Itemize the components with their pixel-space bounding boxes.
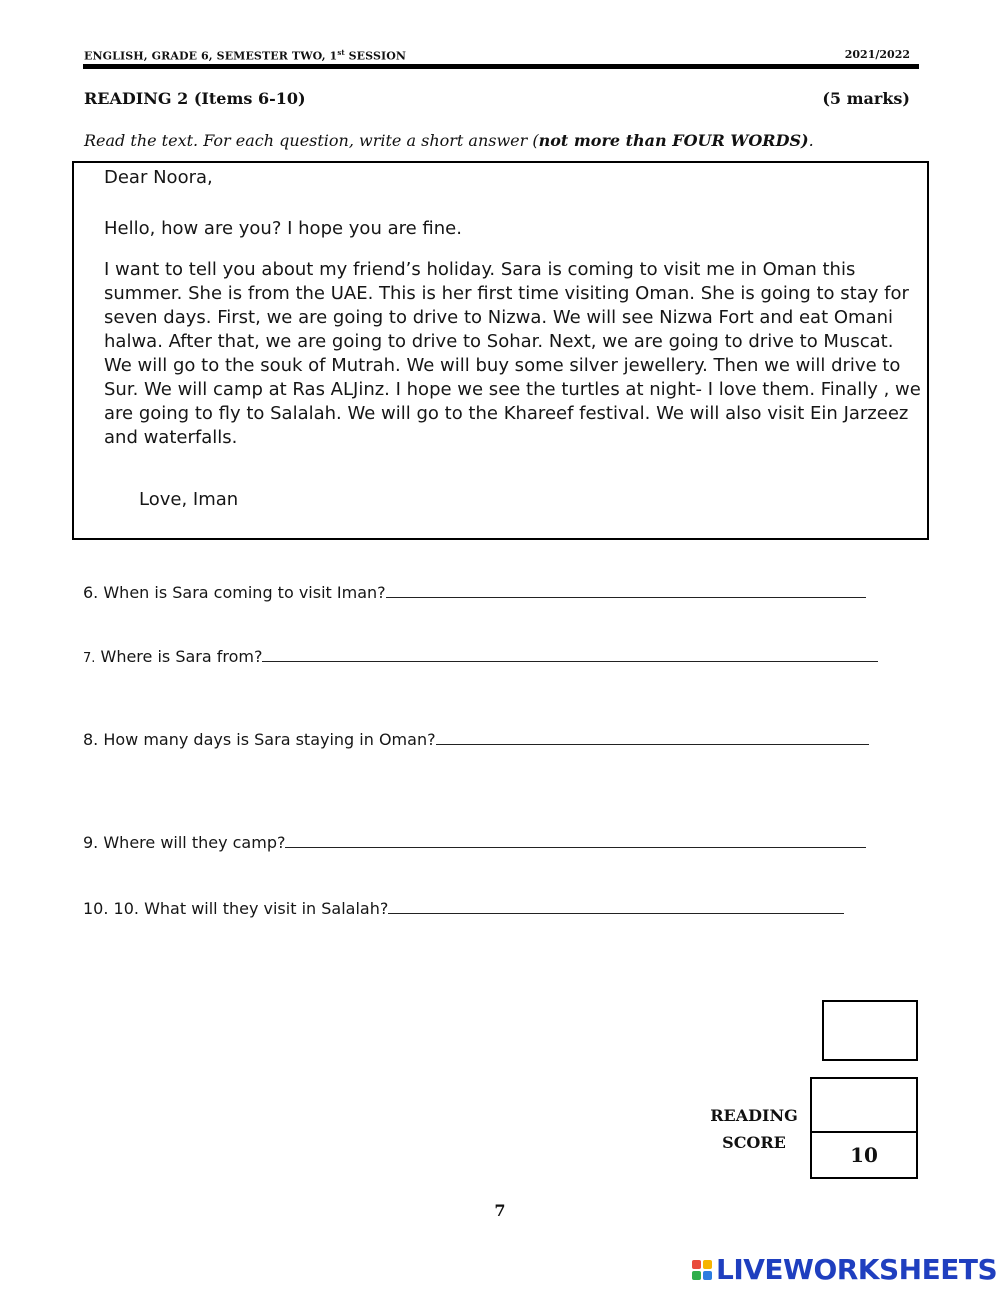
reading-score-box bbox=[810, 1077, 918, 1179]
header-rule bbox=[83, 64, 919, 69]
logo-text: LIVEWORKSHEETS bbox=[716, 1253, 998, 1286]
logo-square bbox=[703, 1260, 712, 1269]
answer-field[interactable] bbox=[436, 730, 869, 745]
section-marks: (5 marks) bbox=[822, 89, 910, 108]
marks-box bbox=[822, 1000, 918, 1061]
question-number: 8. bbox=[83, 730, 99, 749]
question-number: 9. bbox=[83, 833, 99, 852]
question-9 bbox=[83, 833, 866, 852]
question-6 bbox=[83, 583, 866, 602]
logo-square bbox=[692, 1260, 701, 1269]
score-divider bbox=[812, 1131, 916, 1133]
question-text: 10. What will they visit in Salalah? bbox=[108, 899, 389, 918]
liveworksheets-logo bbox=[692, 1253, 997, 1286]
letter-greeting: Dear Noora, bbox=[104, 167, 213, 188]
exam-year: 2021/2022 bbox=[844, 48, 910, 61]
letter-body: I want to tell you about my friend’s holiday. Sara is coming to visit me in Oman this summer. She is from the UAE. This is her first time visiting Oman. She is going to stay for seven days. First, we are going to drive to Nizwa. We will see Nizwa Fort and eat Omani halwa. After that, we are going to drive to Sohar. Next, we are going to drive to Muscat. We will go to the souk of Mutrah. We will buy some silver jewellery. Then we will drive to Sur. We will camp at Ras ALJinz. I hope we see the turtles at night- I love them. Finally , we are going to fly to Salalah. We will go to the Khareef festival. We will also visit Ein Jarzeez and waterfalls. bbox=[104, 259, 921, 448]
answer-field[interactable] bbox=[388, 899, 844, 914]
logo-square bbox=[692, 1271, 701, 1280]
question-text: When is Sara coming to visit Iman? bbox=[98, 583, 386, 602]
question-number: 6. bbox=[83, 583, 99, 602]
page-number: 7 bbox=[494, 1201, 506, 1220]
logo-square bbox=[703, 1271, 712, 1280]
answer-field[interactable] bbox=[386, 583, 866, 598]
question-8 bbox=[83, 730, 869, 749]
question-10 bbox=[83, 899, 844, 918]
answer-field[interactable] bbox=[262, 647, 878, 662]
section-title: READING 2 (Items 6-10) bbox=[84, 89, 306, 108]
exam-header-title: ENGLISH, GRADE 6, SEMESTER TWO, 1st SESSION bbox=[84, 48, 407, 63]
question-number: 7. bbox=[83, 651, 96, 666]
score-total: 10 bbox=[850, 1143, 878, 1167]
question-text: Where will they camp? bbox=[98, 833, 286, 852]
letter-opening: Hello, how are you? I hope you are fine. bbox=[104, 218, 462, 239]
question-text: How many days is Sara staying in Oman? bbox=[98, 730, 436, 749]
reading-score-label: READING SCORE bbox=[710, 1106, 798, 1152]
question-text: Where is Sara from? bbox=[95, 647, 263, 666]
question-7 bbox=[83, 647, 878, 666]
answer-field[interactable] bbox=[285, 833, 866, 848]
instructions: Read the text. For each question, write a short answer (not more than FOUR WORDS). bbox=[84, 131, 814, 150]
question-number: 10. bbox=[83, 899, 109, 918]
letter-signoff: Love, Iman bbox=[139, 489, 239, 510]
logo-grid-icon bbox=[692, 1260, 712, 1280]
